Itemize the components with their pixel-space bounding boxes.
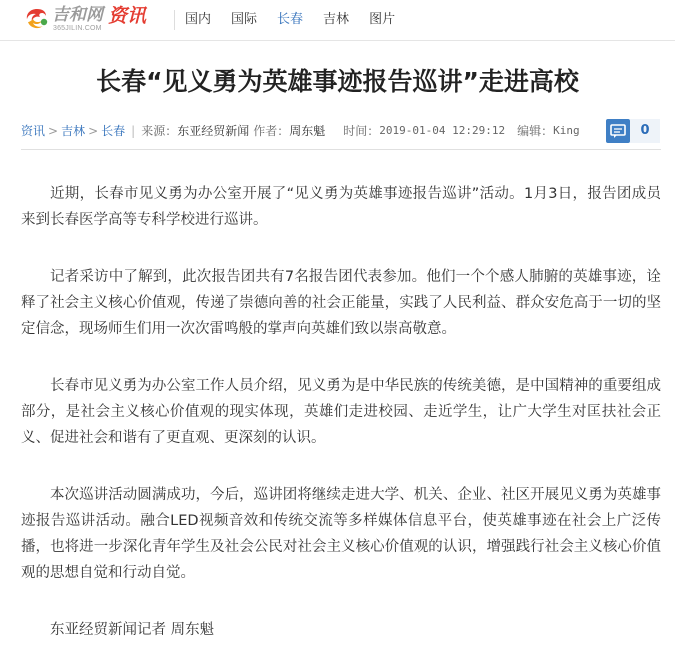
source-value: 东亚经贸新闻: [177, 124, 250, 138]
article-paragraph: 记者采访中了解到，此次报告团共有7名报告团代表参加。他们一个个感人肺腑的英雄事迹，诠释了社会主义核心价值观，传递了崇德向善的社会正能量，实践了人民利益、群众安危高于一切的坚定信念，现场师生们用一次次雷鸣般的掌声向英雄们致以崇高敬意。: [21, 269, 661, 337]
nav-divider: [174, 10, 175, 30]
meta-divider: |: [131, 124, 136, 138]
nav-item-jilin[interactable]: 吉林: [323, 12, 350, 27]
article-paragraph: 近期，长春市见义勇为办公室开展了“见义勇为英雄事迹报告巡讲”活动。1月3日，报告团成员来到长春医学高等专科学校进行巡讲。: [21, 186, 661, 228]
article-meta: [21, 119, 661, 143]
breadcrumb-changchun[interactable]: 长春: [101, 124, 126, 138]
article-paragraph: 本次巡讲活动圆满成功，今后，巡讲团将继续走进大学、机关、企业、社区开展见义勇为英雄事迹报告巡讲活动。融合LED视频音效和传统交流等多样媒体信息平台，使英雄事迹在社会上广泛传播，也将进一步深化青年学生及社会公民对社会主义核心价值观的认识，增强践行社会主义核心价值观的思想自觉和行动自觉。: [21, 487, 661, 581]
article-paragraph: 长春市见义勇为办公室工作人员介绍，见义勇为是中华民族的传统美德，是中国精神的重要组成部分，是社会主义核心价值观的现实体现，英雄们走进校园、走近学生，让广大学生对匡扶社会正义、促进社会和谐有了更直观、更深刻的认识。: [21, 378, 661, 446]
logo-section-name: 资讯: [108, 5, 147, 27]
breadcrumb-news[interactable]: 资讯: [21, 124, 46, 138]
top-bar: [0, 0, 675, 41]
nav-item-changchun[interactable]: 长春: [277, 12, 304, 27]
site-logo[interactable]: [24, 5, 174, 37]
author-value: 周东魁: [289, 124, 326, 138]
nav-item-domestic[interactable]: 国内: [185, 12, 212, 27]
comment-count: 0: [630, 119, 660, 143]
breadcrumb-separator: >: [48, 124, 59, 138]
comment-button[interactable]: [606, 119, 660, 143]
swirl-logo-icon: [24, 7, 50, 31]
main-nav: [185, 11, 415, 29]
editor-label: 编辑：: [517, 124, 554, 138]
breadcrumb-separator: >: [88, 124, 99, 138]
logo-name: 吉和网: [52, 5, 103, 25]
logo-domain: 365JILIN.COM: [53, 25, 102, 32]
article-body: [21, 181, 661, 643]
time-label: 时间：: [343, 124, 380, 138]
meta-divider-line: [21, 149, 661, 150]
source-label: 来源：: [141, 124, 178, 138]
comment-bubble-icon: [606, 119, 630, 143]
author-label: 作者：: [253, 124, 290, 138]
time-value: 2019-01-04 12:29:12: [379, 124, 506, 137]
breadcrumb-jilin[interactable]: 吉林: [61, 124, 86, 138]
editor-value: King: [553, 124, 580, 137]
nav-item-photos[interactable]: 图片: [369, 12, 396, 27]
article-title: 长春“见义勇为英雄事迹报告巡讲”走进高校: [96, 67, 579, 96]
nav-item-international[interactable]: 国际: [231, 12, 258, 27]
article-byline: 东亚经贸新闻记者 周东魁: [50, 622, 215, 638]
